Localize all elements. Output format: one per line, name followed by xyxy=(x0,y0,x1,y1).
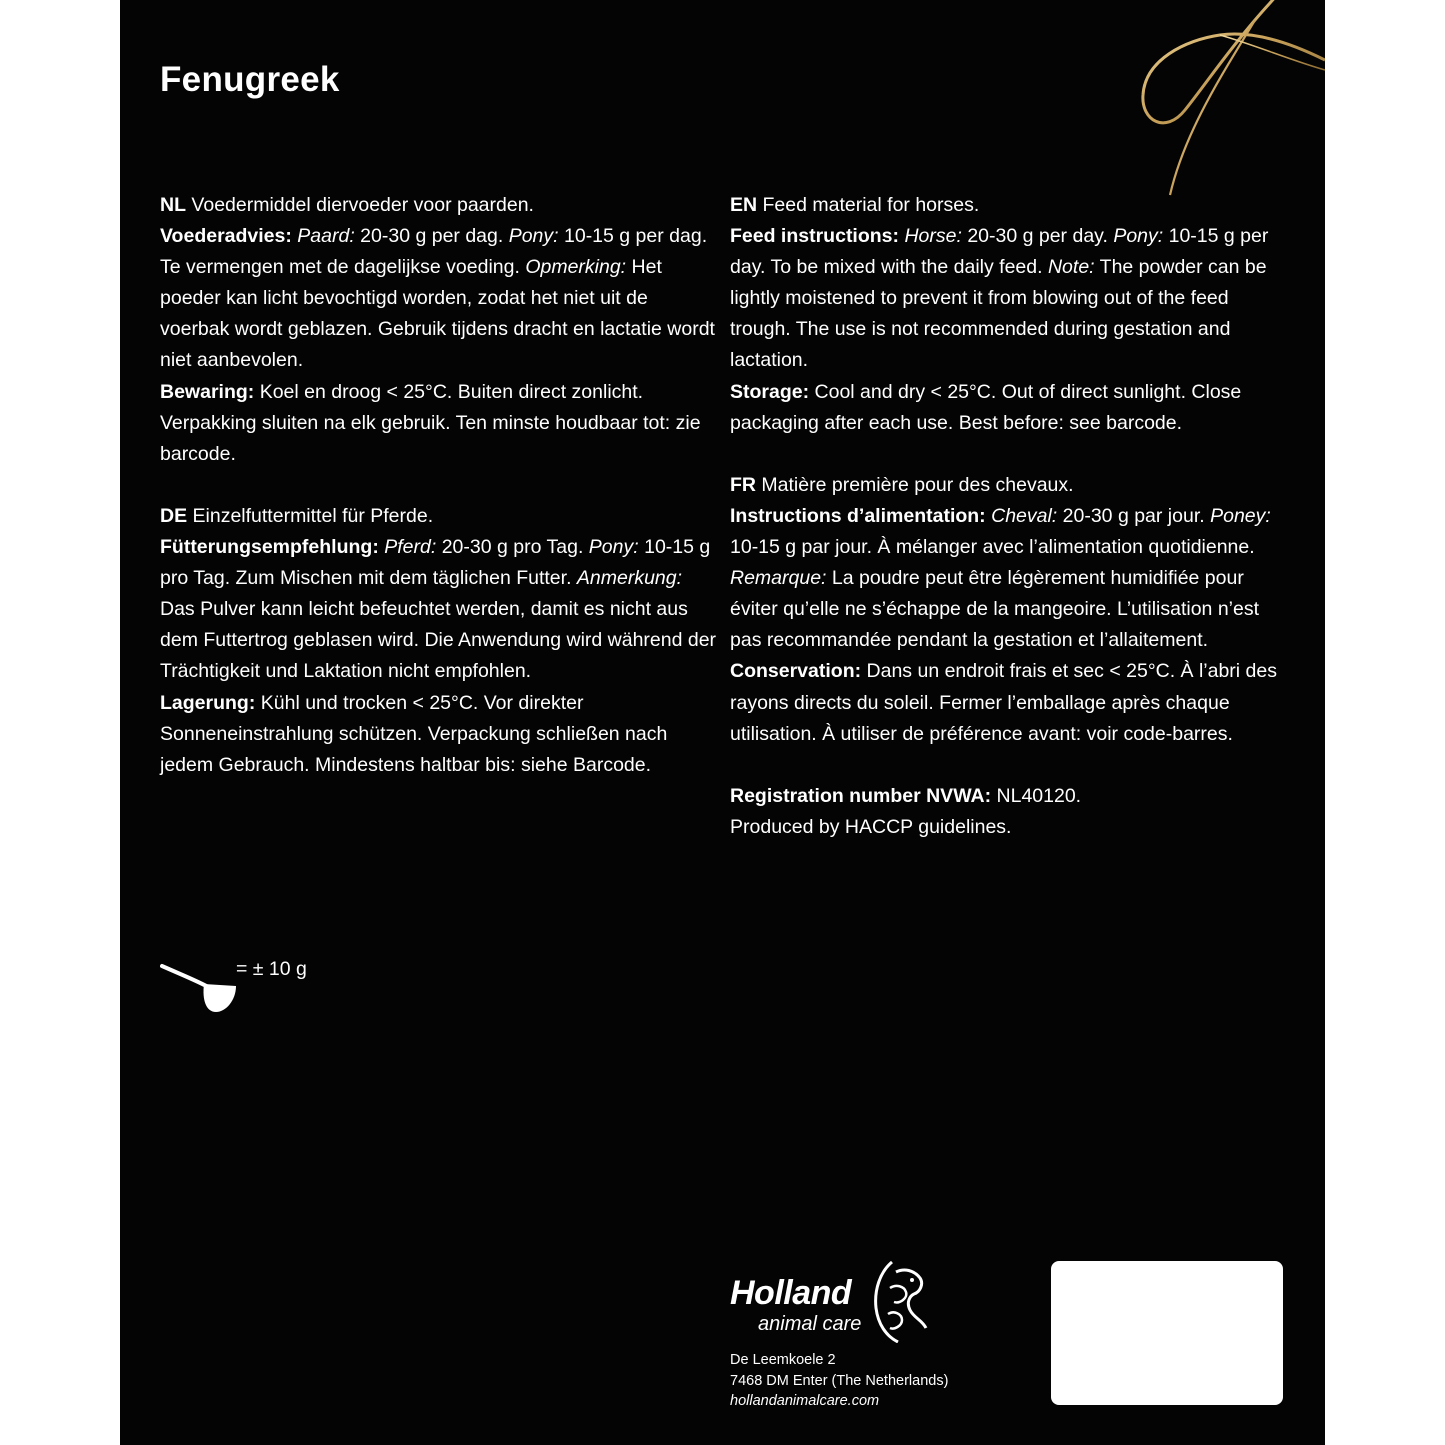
haccp-text: Produced by HACCP guidelines. xyxy=(730,815,1012,838)
en-note-value: The powder can be lightly moistened to prevent it from blowing out of the feed trough. The use is not recommended during gestation and lactation. xyxy=(730,256,1267,372)
de-code: DE xyxy=(160,504,188,527)
nl-horse-value: 20-30 g per dag. xyxy=(360,225,504,248)
fr-feed-label: Instructions d’alimentation: xyxy=(730,504,986,527)
fr-intro: Matière première pour des chevaux. xyxy=(761,473,1074,496)
nl-horse-label: Paard: xyxy=(297,225,355,248)
en-pony-label: Pony: xyxy=(1113,225,1164,248)
en-storage-value: Cool and dry < 25°C. Out of direct sunlight. Close packaging after each use. Best before: see barcode. xyxy=(730,380,1242,434)
fr-storage-value: Dans un endroit frais et sec < 25°C. À l’abri des rayons directs du soleil. Fermer l’emballage après chaque utilisation. À utiliser de préférence avant: voir code-barres. xyxy=(730,660,1277,745)
nl-storage-value: Koel en droog < 25°C. Buiten direct zonlicht. Verpakking sluiten na elk gebruik. Ten minste houdbaar tot: zie barcode. xyxy=(160,380,701,465)
label-panel xyxy=(120,0,1325,1445)
gold-swirl-decoration xyxy=(1125,0,1325,200)
de-pony-value: 10-15 g pro Tag. Zum Mischen mit dem täglichen Futter. xyxy=(160,536,711,590)
nl-code: NL xyxy=(160,194,186,216)
de-intro: Einzelfuttermittel für Pferde. xyxy=(192,504,434,527)
product-title: Fenugreek xyxy=(160,60,340,99)
registration-value: NL40120. xyxy=(996,784,1082,807)
nl-pony-label: Pony: xyxy=(508,225,559,248)
fr-section xyxy=(730,470,1290,750)
en-note-label: Note: xyxy=(1047,256,1095,279)
nl-section xyxy=(160,190,720,470)
fr-pony-label: Poney: xyxy=(1210,504,1271,527)
nl-storage-label: Bewaring: xyxy=(160,380,255,403)
fr-storage-label: Conservation: xyxy=(730,660,862,683)
brand-subtitle: animal care xyxy=(758,1313,862,1335)
scoop-measure-text: = ± 10 g xyxy=(236,958,307,980)
nl-intro: Voedermiddel diervoeder voor paarden. xyxy=(191,194,534,216)
nl-pony-value: 10-15 g per dag. Te vermengen met de dagelijkse voeding. xyxy=(160,225,708,279)
fr-horse-value: 20-30 g par jour. xyxy=(1062,504,1205,527)
fr-pony-value: 10-15 g par jour. À mélanger avec l’alimentation quotidienne. xyxy=(730,536,1255,559)
barcode-label-area xyxy=(1051,1261,1283,1405)
en-horse-value: 20-30 g per day. xyxy=(967,225,1108,248)
de-feed-label: Fütterungsempfehlung: xyxy=(160,536,379,559)
nl-feed-label: Voederadvies: xyxy=(160,225,292,248)
address-line-1: De Leemkoele 2 xyxy=(730,1352,836,1368)
en-section xyxy=(730,190,1290,439)
nl-note-value: Het poeder kan licht bevochtigd worden, zodat het niet uit de voerbak wordt geblazen. Gebruik tijdens dracht en lactatie wordt niet aanbevolen. xyxy=(160,256,715,372)
en-intro: Feed material for horses. xyxy=(762,194,980,216)
en-feed-label: Feed instructions: xyxy=(730,225,900,248)
company-address xyxy=(730,1350,948,1412)
de-storage-label: Lagerung: xyxy=(160,691,256,714)
registration-section xyxy=(730,781,1290,843)
de-section xyxy=(160,501,720,781)
de-horse-value: 20-30 g pro Tag. xyxy=(441,536,584,559)
fr-note-label: Remarque: xyxy=(730,567,827,590)
de-note-value: Das Pulver kann leicht befeuchtet werden, damit es nicht aus dem Futtertrog geblasen wird. Die Anwendung wird während der Trächtigkeit und Laktation nicht empfohlen. xyxy=(160,598,717,683)
en-storage-label: Storage: xyxy=(730,380,810,403)
en-pony-value: 10-15 g per day. To be mixed with the daily feed. xyxy=(730,225,1269,279)
scoop-icon xyxy=(160,960,240,1016)
address-line-2: 7468 DM Enter (The Netherlands) xyxy=(730,1372,949,1389)
fr-horse-label: Cheval: xyxy=(991,504,1058,527)
brand-name: Holland xyxy=(730,1274,852,1312)
en-code: EN xyxy=(730,194,758,216)
left-column xyxy=(160,190,720,781)
website-link[interactable]: hollandanimalcare.com xyxy=(730,1393,880,1409)
fr-note-value: La poudre peut être légèrement humidifiée pour éviter qu’elle ne s’échappe de la mangeoire. L’utilisation n’est pas recommandée pendant la gestation et l’allaitement. xyxy=(730,567,1260,652)
de-storage-value: Kühl und trocken < 25°C. Vor direkter Sonneneinstrahlung schützen. Verpackung schließen nach jedem Gebrauch. Mindestens haltbar bis: siehe Barcode. xyxy=(160,691,668,776)
de-horse-label: Pferd: xyxy=(384,536,437,559)
de-note-label: Anmerkung: xyxy=(576,567,683,590)
registration-label: Registration number NVWA: xyxy=(730,784,992,807)
fr-code: FR xyxy=(730,473,756,496)
right-column xyxy=(730,190,1290,843)
de-pony-label: Pony: xyxy=(588,536,639,559)
brand-logo xyxy=(730,1258,930,1348)
en-horse-label: Horse: xyxy=(904,225,962,248)
horse-dog-emblem-icon xyxy=(870,1258,930,1343)
nl-note-label: Opmerking: xyxy=(525,256,627,279)
